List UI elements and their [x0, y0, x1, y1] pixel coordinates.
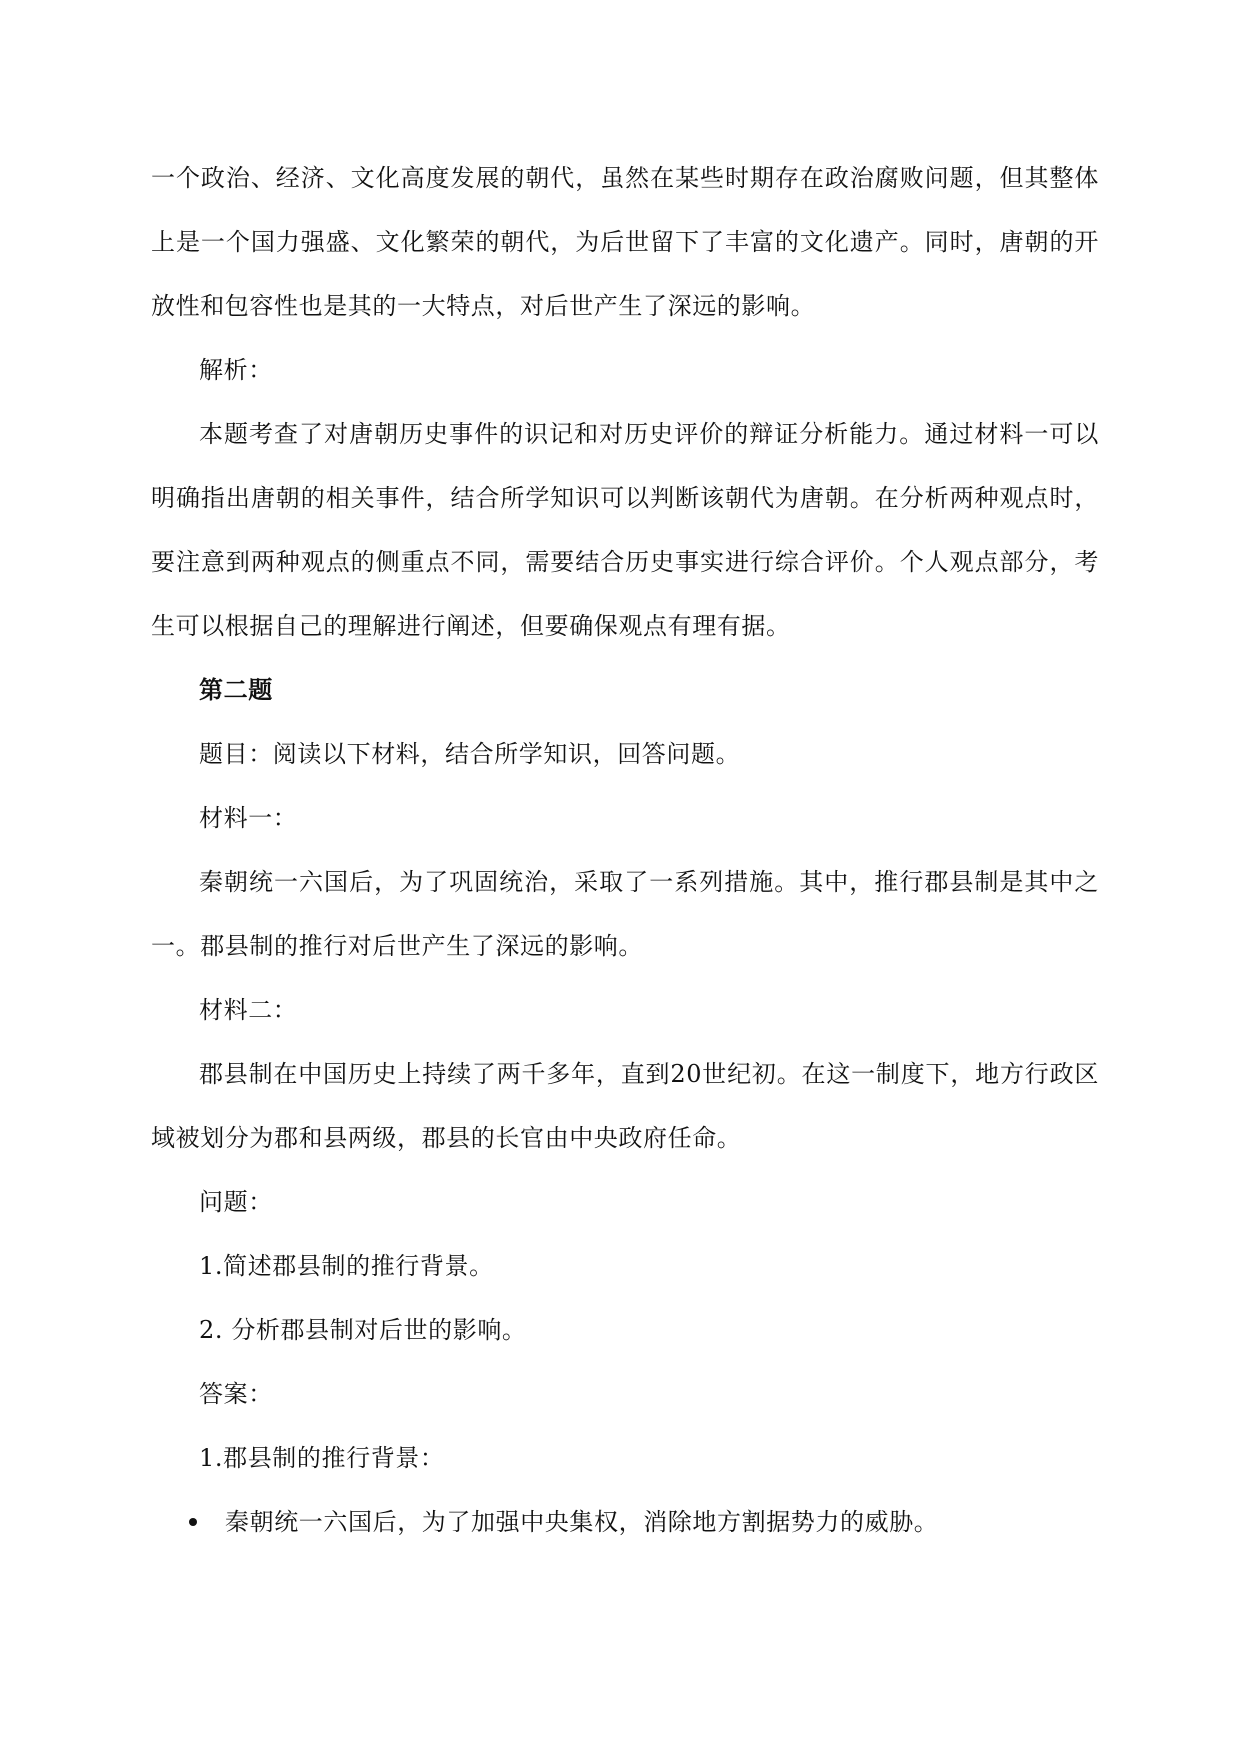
answer-1-heading: 1.郡县制的推行背景： [199, 1444, 445, 1472]
bullet-text: 秦朝统一六国后，为了加强中央集权，消除地方割据势力的威胁。 [225, 1508, 939, 1536]
material1-label: 材料一： [199, 804, 298, 832]
question-1: 1.简述郡县制的推行背景。 [199, 1252, 494, 1280]
question-2: 2. 分析郡县制对后世的影响。 [199, 1316, 527, 1344]
material2-label: 材料二： [199, 996, 298, 1024]
questions-label: 问题： [199, 1188, 273, 1216]
bullet-dot-icon [189, 1518, 197, 1526]
bullet-item [151, 1490, 1099, 1554]
document-body [151, 146, 1099, 1554]
intro-paragraph: 一个政治、经济、文化高度发展的朝代，虽然在某些时期存在政治腐败问题，但其整体上是一个国力强盛、文化繁荣的朝代，为后世留下了丰富的文化遗产。同时，唐朝的开放性和包容性也是其的一大特点，对后世产生了深远的影响。 [151, 164, 1099, 320]
material1-paragraph: 秦朝统一六国后，为了巩固统治，采取了一系列措施。其中，推行郡县制是其中之一。郡县制的推行对后世产生了深远的影响。 [151, 868, 1099, 960]
question-prompt: 题目：阅读以下材料，结合所学知识，回答问题。 [199, 740, 741, 768]
answer-label: 答案： [199, 1380, 273, 1408]
material2-paragraph: 郡县制在中国历史上持续了两千多年，直到20世纪初。在这一制度下，地方行政区域被划分为郡和县两级，郡县的长官由中央政府任命。 [151, 1060, 1099, 1152]
analysis-paragraph: 本题考查了对唐朝历史事件的识记和对历史评价的辩证分析能力。通过材料一可以明确指出唐朝的相关事件，结合所学知识可以判断该朝代为唐朝。在分析两种观点时，要注意到两种观点的侧重点不同，需要结合历史事实进行综合评价。个人观点部分，考生可以根据自己的理解进行阐述，但要确保观点有理有据。 [151, 420, 1099, 640]
analysis-label: 解析： [199, 356, 273, 384]
answer-bullet-list [151, 1490, 1099, 1554]
section-heading: 第二题 [199, 675, 273, 704]
